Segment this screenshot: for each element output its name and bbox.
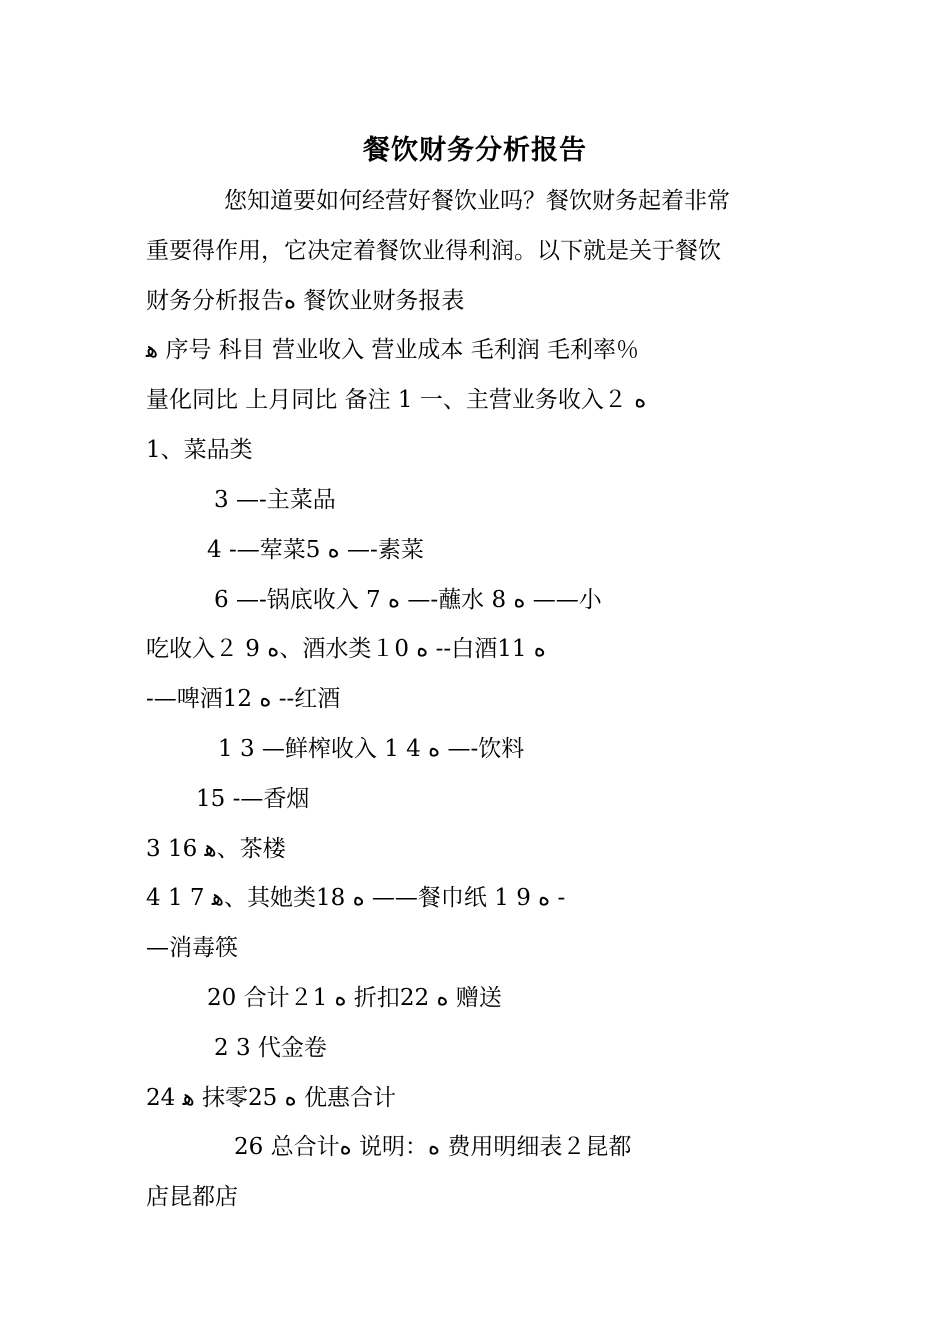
paragraph-line-8: 4 -—荤菜5 ﻩ —-素菜 [207, 537, 424, 563]
paragraph-line-5: 量化同比 上月同比 备注 1 一、主营业务收入２ ﻩ [146, 387, 647, 413]
paragraph-line-20: 26 总合计ﻩ 说明：ﻩ 费用明细表２昆都 [234, 1134, 632, 1160]
paragraph-line-4: ﻫ 序号 科目 营业收入 营业成本 毛利润 毛利率％ [146, 337, 640, 363]
paragraph-line-21: 店昆都店 [146, 1184, 238, 1210]
paragraph-line-11: -—啤酒12 ﻩ --红酒 [146, 686, 341, 712]
paragraph-line-13: 15 -—香烟 [196, 786, 310, 812]
paragraph-line-12: 1 3 —鲜榨收入 1 4 ﻩ —-饮料 [218, 736, 525, 762]
paragraph-line-2: 重要得作用，它决定着餐饮业得利润。以下就是关于餐饮 [146, 238, 721, 264]
paragraph-line-19: 24 ﻫ 抹零25 ﻩ 优惠合计 [146, 1085, 396, 1111]
paragraph-line-3: 财务分析报告ﻩ 餐饮业财务报表 [146, 288, 465, 314]
paragraph-line-7: 3 —-主菜品 [214, 487, 336, 513]
paragraph-line-17: 20 合计２1 ﻩ 折扣22 ﻩ 赠送 [207, 985, 502, 1011]
paragraph-line-9: 6 —-锅底收入 7 ﻩ —-蘸水 8 ﻩ ——小 [214, 587, 602, 613]
paragraph-line-1: 您知道要如何经营好餐饮业吗？餐饮财务起着非常 [224, 188, 730, 214]
paragraph-line-16: —消毒筷 [146, 935, 238, 961]
paragraph-line-14: 3 16 ﻫ、茶楼 [146, 836, 286, 862]
document-title: 餐饮财务分析报告 [363, 135, 587, 166]
paragraph-line-10: 吃收入２ 9 ﻩ、酒水类１0 ﻩ --白酒11 ﻩ [146, 636, 546, 662]
paragraph-line-6: 1、菜品类 [146, 437, 253, 463]
paragraph-line-15: 4 1 7 ﻫ、其她类18 ﻩ ——餐巾纸 1 9 ﻩ - [146, 885, 566, 911]
paragraph-line-18: 2 3 代金卷 [214, 1035, 327, 1061]
